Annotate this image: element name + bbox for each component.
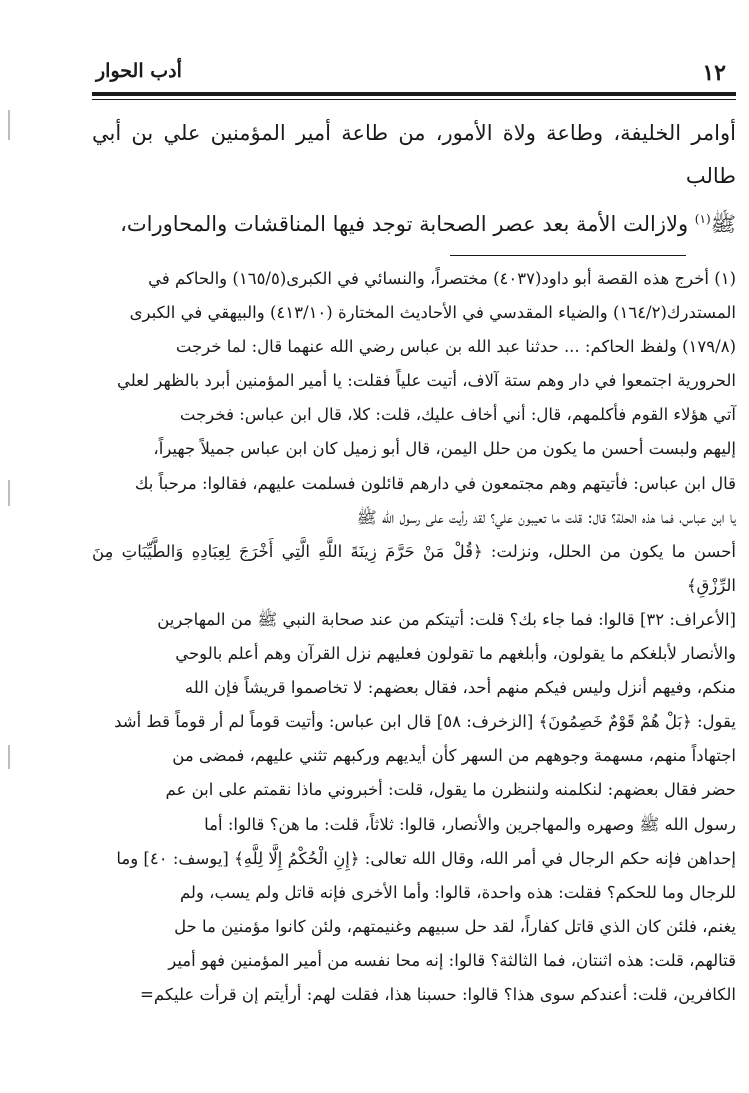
footnote-line: قال ابن عباس: فأتيتهم وهم مجتمعون في دارهم قائلون فسلمت عليهم، فقالوا: مرحباً بك — [134, 473, 736, 493]
honorific-glyph: ﷺ — [710, 212, 736, 236]
scan-edge-mark — [8, 745, 10, 769]
main-text — [92, 112, 736, 246]
footnote-line: منكم، وفيهم أنزل وليس فيكم منهم أحد، فقال بعضهم: لا تخاصموا قريشاً فإن الله — [184, 678, 736, 698]
footnote-line: إحداهن فإنه حكم الرجال في أمر الله، وقال الله تعالى: ﴿إِنِ الْحُكْمُ إِلَّا لِلَّهِ﴾ [يوسف: ٤٠] وما — [116, 848, 736, 868]
footnote-line: يغنم، فلئن كان الذي قاتل كفاراً، لقد حل سبيهم وغنيمتهم، ولئن كانوا مؤمنين ما حل — [174, 916, 736, 936]
footnote — [92, 262, 736, 1012]
footnote-line: رسول الله ﷺ وصهره والمهاجرين والأنصار، قالوا: ثلاثاً، قلت: ما هن؟ قالوا: أما — [204, 814, 736, 834]
footnote-line: حضر فقال بعضهم: لنكلمنه ولننظرن ما يقول، قلت: أخبروني ماذا نقمتم على ابن عم — [165, 780, 736, 800]
footnote-marker: (١) — [694, 212, 711, 226]
scan-edge-mark — [8, 110, 10, 140]
header-rule — [92, 92, 736, 96]
footnote-line: يقول: ﴿بَلْ هُمْ قَوْمٌ خَصِمُونَ﴾ [الزخرف: ٥٨] قال ابن عباس: وأتيت قوماً لم أر قوماً قط أشد — [114, 712, 736, 732]
footnote-line: للرجال وما للحكم؟ فقلت: هذه واحدة، قالوا: وأما الأخرى فإنه قاتل ولم يسب، ولم — [179, 882, 736, 902]
footnote-line: (١) أخرج هذه القصة أبو داود(٤٠٣٧) مختصراً، والنسائي في الكبرى(١٦٥/٥) والحاكم في — [148, 269, 736, 288]
footnote-line: والأنصار لأبلغكم ما يقولون، وأبلغهم ما تقولون فعليهم نزل القرآن وهم أعلم بالوحي — [175, 644, 736, 664]
footnote-line: آتي هؤلاء القوم فأكلمهم، قال: أني أخاف عليك، قلت: كلا، قال ابن عباس: فخرجت — [179, 405, 736, 425]
footnote-line: أحسن ما يكون من الحلل، ونزلت: ﴿قُلْ مَنْ حَرَّمَ زِينَةَ اللَّهِ الَّتِي أَخْرَجَ لِعِبَادِهِ وَالطَّيِّبَاتِ مِنَ الرِّزْقِ﴾ — [92, 541, 736, 595]
footnote-line: اجتهاداً منهم، مسهمة وجوههم من السهر كأن أيديهم وركبهم تثني عليهم، فمضى من — [172, 746, 736, 766]
footnote-line: يا ابن عباس، فما هذه الحلة؟ قال: قلت ما تعيبون علي؟ لقد رأيت على رسول الله ﷺ — [356, 507, 736, 527]
footnote-line: إليهم ولبست أحسن ما يكون من حلل اليمن، قال أبو زميل كان ابن عباس جميلاً جهيراً، — [153, 439, 736, 459]
footnote-separator — [450, 255, 686, 256]
footnote-line: الحرورية اجتمعوا في دار وهم ستة آلاف، أتيت علياً فقلت: يا أمير المؤمنين أبرد بالظهر لعلي — [116, 371, 736, 391]
footnote-line: (١٧٩/٨) ولفظ الحاكم: ... حدثنا عبد الله بن عباس رضي الله عنهما قال: لما خرجت — [175, 337, 736, 357]
scan-edge-mark — [8, 480, 10, 506]
body-line-1: أوامر الخليفة، وطاعة ولاة الأمور، من طاعة أمير المؤمنين علي بن أبي طالب — [92, 121, 736, 188]
footnote-line: قتالهم، قلت: هذه اثنتان، فما الثالثة؟ قالوا: إنه محا نفسه من أمير المؤمنين فهو أمير — [168, 950, 736, 970]
footnote-line: الكافرين، قلت: أعندكم سوى هذا؟ قالوا: حسبنا هذا، فقلت لهم: أرأيتم إن قرأت عليكم= — [140, 984, 736, 1004]
header-rule-thin — [92, 99, 736, 100]
footnote-line: المستدرك(١٦٤/٢) والضياء المقدسي في الأحاديث المختارة (٤١٣/١٠) والبيهقي في الكبرى — [129, 303, 736, 323]
footnote-line: [الأعراف: ٣٢] قالوا: فما جاء بك؟ قلت: أتيتكم من عند صحابة النبي ﷺ من المهاجرين — [157, 609, 736, 629]
page-header — [92, 58, 736, 88]
running-title: أدب الحوار — [96, 60, 182, 82]
body-line-2-text: ولازالت الأمة بعد عصر الصحابة توجد فيها المناقشات والمحاورات، — [120, 212, 689, 236]
body-line-2 — [92, 198, 736, 246]
page-number: ١٢ — [702, 60, 726, 86]
